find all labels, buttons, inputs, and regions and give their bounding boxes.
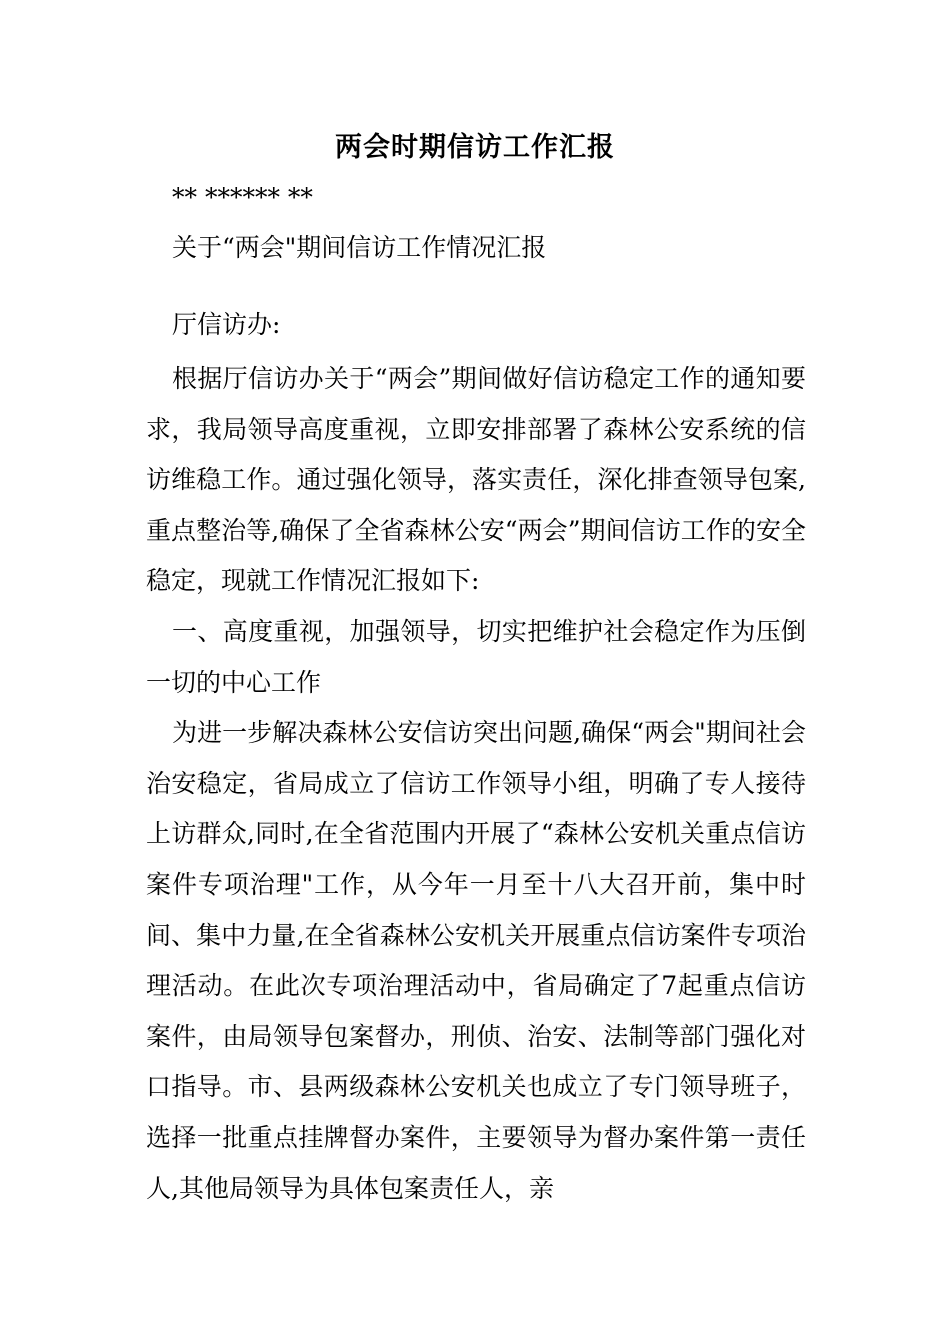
paragraph-2: 为进一步解决森林公安信访突出问题,确保“两会"期间社会治安稳定，省局成立了信访工作领导小组，明确了专人接待上访群众,同时,在全省范围内开展了“森林公安机关重点信访案件专项治理"工作，从今年一月至十八大召开前，集中时间、集中力量,在全省森林公安机关开展重点信访案件专项治理活动。在此次专项治理活动中，省局确定了7起重点信访案件，由局领导包案督办，刑侦、治安、法制等部门强化对口指导。市、县两级森林公安机关也成立了专门领导班子，选择一批重点挂牌督办案件，主要领导为督办案件第一责任人,其他局领导为具体包案责任人，亲 [146, 718, 806, 1203]
section-heading-1: 一、高度重视，加强领导，切实把维护社会稳定作为压倒一切的中心工作 [146, 616, 806, 697]
document-title: 两会时期信访工作汇报 [335, 132, 615, 163]
document-body [146, 354, 806, 1214]
stars-line: ** ****** ** [172, 183, 313, 212]
salutation: 厅信访办: [172, 310, 281, 339]
document-subtitle: 关于“两会"期间信访工作情况汇报 [172, 233, 547, 262]
paragraph-1: 根据厅信访办关于“两会”期间做好信访稳定工作的通知要求，我局领导高度重视，立即安排部署了森林公安系统的信访维稳工作。通过强化领导，落实责任，深化排查领导包案,重点整治等,确保了全省森林公安“两会”期间信访工作的安全稳定，现就工作情况汇报如下: [146, 364, 806, 596]
